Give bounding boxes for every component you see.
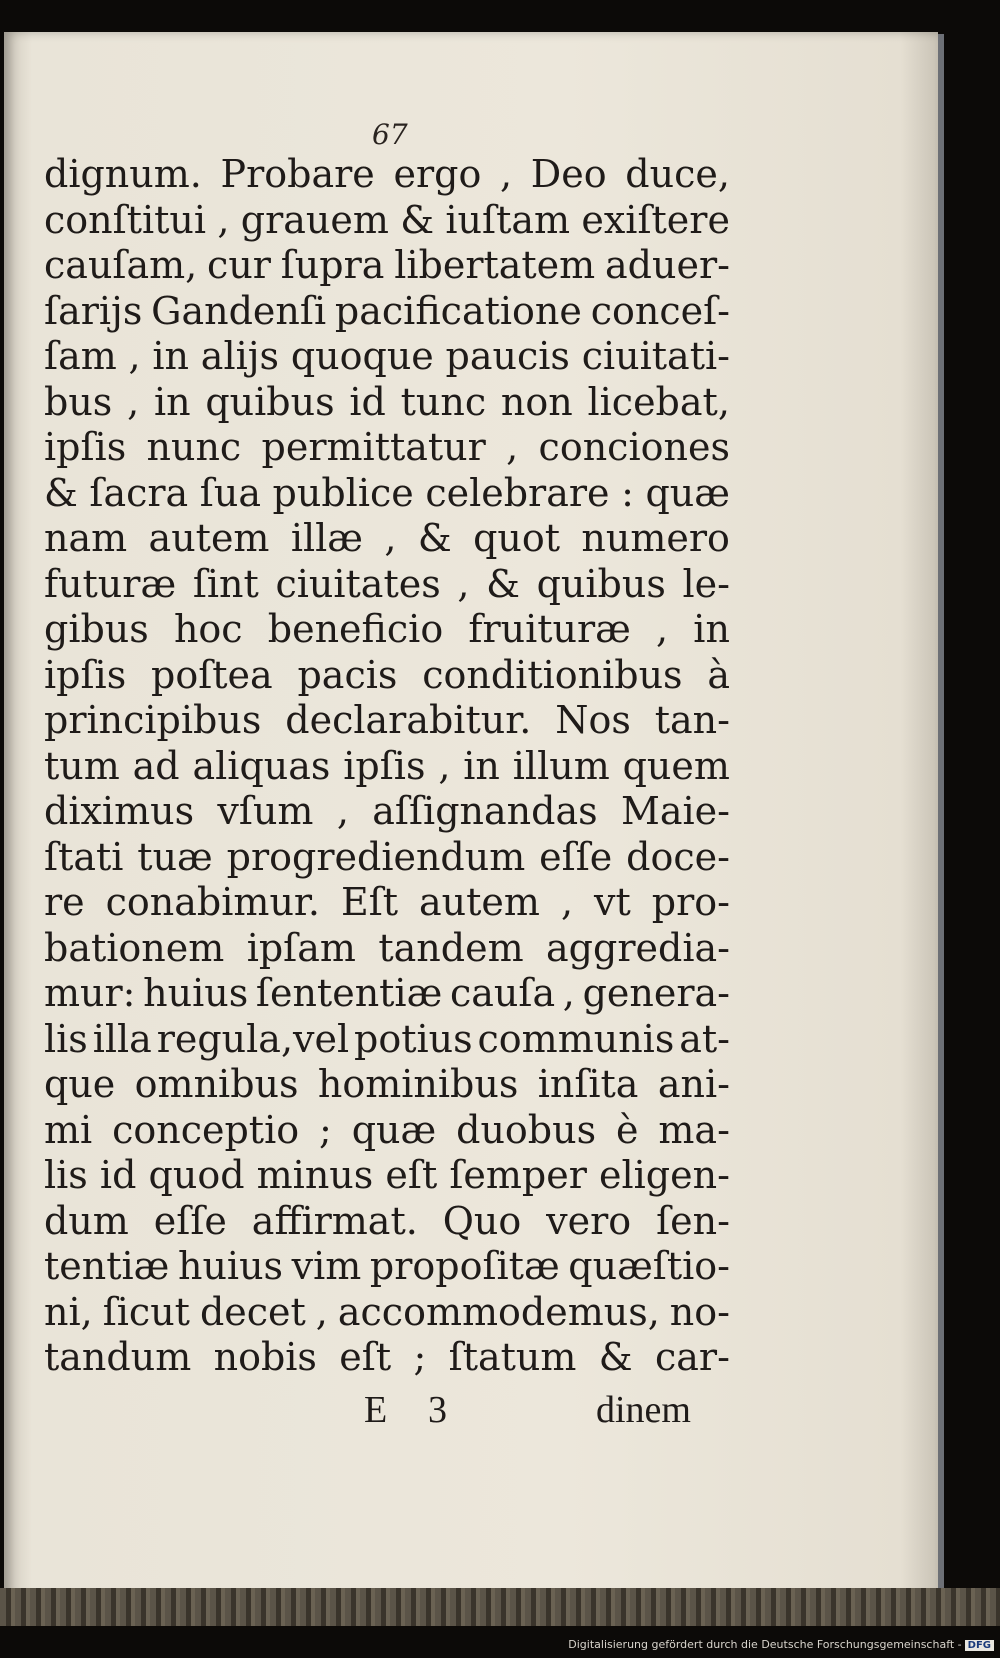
word: eligen- bbox=[599, 1153, 730, 1197]
word: bus bbox=[44, 379, 113, 424]
word: beneficio bbox=[267, 607, 444, 651]
word: principibus bbox=[44, 698, 262, 742]
word: que bbox=[44, 1062, 116, 1106]
word: : bbox=[621, 470, 634, 515]
word: & bbox=[598, 1335, 633, 1379]
credit-text: Digitalisierung gefördert durch die Deutsche Forschungsgemeinschaft - bbox=[568, 1638, 962, 1651]
word: quod bbox=[148, 1153, 245, 1197]
word: Quo bbox=[442, 1198, 522, 1243]
word: & bbox=[486, 561, 520, 606]
word: tentiæ bbox=[44, 1244, 170, 1288]
word: publice bbox=[272, 470, 414, 515]
word: non bbox=[500, 379, 573, 424]
word: ipſis bbox=[44, 425, 127, 469]
word: licebat, bbox=[587, 379, 730, 424]
word: in bbox=[693, 607, 730, 651]
word: conceſ- bbox=[590, 288, 730, 333]
word: ipſam bbox=[246, 925, 356, 970]
text-line bbox=[44, 1199, 730, 1245]
word: & bbox=[417, 516, 452, 560]
word: ergo bbox=[393, 152, 482, 196]
signature-number: 3 bbox=[428, 1389, 447, 1431]
word: eſſe bbox=[153, 1198, 227, 1243]
word: ſen- bbox=[656, 1198, 730, 1243]
word: mi bbox=[44, 1107, 93, 1152]
word: progrediendum bbox=[226, 834, 526, 879]
word: in bbox=[152, 334, 190, 378]
digitization-credit bbox=[568, 1638, 994, 1651]
word: iuſtam bbox=[445, 197, 571, 242]
word: ; bbox=[319, 1107, 332, 1152]
text-line bbox=[44, 1062, 730, 1108]
text-line bbox=[44, 698, 730, 744]
word: autem bbox=[148, 516, 270, 560]
text-line bbox=[44, 198, 730, 244]
word: ſicut bbox=[102, 1289, 190, 1334]
signature-mark: E bbox=[364, 1389, 388, 1431]
text-line bbox=[44, 789, 730, 835]
word: id bbox=[349, 379, 386, 424]
word: eſt bbox=[385, 1153, 438, 1197]
word: ipſis bbox=[44, 652, 127, 697]
word: quæ bbox=[351, 1107, 437, 1152]
word: pro- bbox=[651, 880, 730, 924]
text-line bbox=[44, 880, 730, 926]
page-fore-edge bbox=[938, 34, 944, 1608]
word: quæſtio- bbox=[568, 1244, 730, 1288]
text-line bbox=[44, 334, 730, 380]
word: illæ bbox=[290, 516, 364, 560]
word: lis bbox=[44, 1153, 88, 1197]
text-line bbox=[44, 380, 730, 426]
book-bottom-edge bbox=[0, 1588, 1000, 1626]
text-line bbox=[44, 1244, 730, 1290]
word: conceptio bbox=[112, 1107, 300, 1152]
word: propoſitæ bbox=[369, 1244, 560, 1288]
text-line bbox=[44, 516, 730, 562]
word: tum bbox=[44, 743, 120, 788]
word: , bbox=[560, 880, 574, 924]
word: aliquas bbox=[192, 743, 331, 788]
word: in bbox=[463, 743, 500, 788]
word: celebrare bbox=[425, 470, 610, 515]
word: vero bbox=[546, 1198, 632, 1243]
word: ani- bbox=[657, 1062, 730, 1106]
word: accommodemus, bbox=[337, 1289, 660, 1334]
text-line bbox=[44, 653, 730, 699]
word: cauſam, bbox=[44, 243, 198, 287]
word: Maie- bbox=[620, 789, 730, 833]
word: Gandenſi bbox=[151, 288, 327, 333]
word: Eſt bbox=[340, 880, 399, 924]
text-line bbox=[44, 607, 730, 653]
word: inſita bbox=[537, 1062, 639, 1106]
word: duobus bbox=[456, 1107, 597, 1152]
word: & bbox=[44, 470, 78, 515]
word: quibus bbox=[536, 561, 666, 606]
word: , bbox=[562, 971, 575, 1015]
word: hominibus bbox=[317, 1062, 519, 1106]
word: illa bbox=[92, 1016, 152, 1061]
text-line bbox=[44, 425, 730, 471]
word: potius bbox=[354, 1016, 473, 1061]
word: nobis bbox=[213, 1335, 317, 1379]
word: ſua bbox=[199, 470, 261, 515]
word: communis bbox=[477, 1016, 675, 1061]
word: tandum bbox=[44, 1335, 192, 1379]
word: ad bbox=[132, 743, 180, 788]
word: ; bbox=[413, 1335, 427, 1379]
word: aſſignandas bbox=[372, 789, 598, 833]
word: , bbox=[315, 1289, 328, 1334]
word: è bbox=[616, 1107, 639, 1152]
word: , bbox=[656, 607, 669, 651]
word: & bbox=[400, 197, 435, 242]
word: quæ bbox=[645, 470, 730, 515]
word: regula,vel bbox=[156, 1016, 350, 1061]
word: doce- bbox=[626, 834, 730, 879]
word: affirmat. bbox=[251, 1198, 418, 1243]
word: at- bbox=[679, 1016, 730, 1061]
word: quot bbox=[473, 516, 561, 560]
word: tan- bbox=[654, 698, 730, 742]
word: , bbox=[506, 425, 519, 469]
word: no- bbox=[669, 1289, 730, 1334]
word: ipſis bbox=[343, 743, 426, 788]
text-line bbox=[44, 1108, 730, 1154]
page-number: 67 bbox=[372, 118, 408, 151]
word: aduer- bbox=[605, 243, 730, 287]
word: illum bbox=[512, 743, 610, 788]
word: aggredia- bbox=[546, 925, 730, 970]
word: exiſtere bbox=[581, 197, 730, 242]
word: , bbox=[336, 789, 349, 833]
word: huius bbox=[143, 971, 249, 1015]
word: bationem bbox=[44, 925, 225, 970]
text-line bbox=[44, 243, 730, 289]
word: mur: bbox=[44, 971, 136, 1015]
word: numero bbox=[581, 516, 730, 560]
word: diximus bbox=[44, 789, 195, 833]
word: ſam bbox=[44, 334, 117, 378]
word: gibus bbox=[44, 607, 149, 651]
word: car- bbox=[654, 1335, 730, 1379]
word: id bbox=[99, 1153, 137, 1197]
word: grauem bbox=[240, 197, 389, 242]
word: , bbox=[128, 334, 141, 378]
word: ſacra bbox=[89, 470, 189, 515]
word: , bbox=[457, 561, 470, 606]
word: huius bbox=[177, 1244, 284, 1288]
word: ſarijs bbox=[44, 288, 143, 333]
word: ciuitati- bbox=[581, 334, 730, 378]
word: ſemper bbox=[449, 1153, 587, 1197]
word: vim bbox=[291, 1244, 362, 1288]
word: ma- bbox=[658, 1107, 730, 1152]
word: le- bbox=[682, 561, 730, 606]
word: hoc bbox=[173, 607, 243, 651]
text-line bbox=[44, 562, 730, 608]
word: omnibus bbox=[134, 1062, 299, 1106]
word: pacis bbox=[297, 652, 398, 697]
word: dum bbox=[44, 1198, 129, 1243]
word: in bbox=[153, 379, 191, 424]
word: pacificatione bbox=[334, 288, 582, 333]
word: fruituræ bbox=[468, 607, 631, 651]
word: Nos bbox=[555, 698, 631, 742]
word: cur bbox=[207, 243, 271, 287]
text-line bbox=[44, 1153, 730, 1199]
text-line bbox=[44, 1017, 730, 1063]
text-line bbox=[44, 926, 730, 972]
text-line bbox=[44, 152, 730, 198]
word: libertatem bbox=[394, 243, 596, 287]
word: quoque bbox=[290, 334, 434, 378]
word: nunc bbox=[146, 425, 242, 469]
word: lis bbox=[44, 1016, 88, 1061]
word: tandem bbox=[378, 925, 524, 970]
word: , bbox=[384, 516, 397, 560]
text-line bbox=[44, 835, 730, 881]
word: dignum. bbox=[44, 152, 202, 196]
text-line bbox=[44, 1335, 730, 1381]
catchword: dinem bbox=[596, 1389, 691, 1431]
word: paucis bbox=[445, 334, 570, 378]
word: conabimur. bbox=[105, 880, 320, 924]
word: ni, bbox=[44, 1289, 93, 1334]
text-line bbox=[44, 471, 730, 517]
word: à bbox=[707, 652, 730, 697]
word: conditionibus bbox=[422, 652, 683, 697]
word: quibus bbox=[205, 379, 335, 424]
dfg-logo: DFG bbox=[965, 1640, 994, 1651]
word: minus bbox=[256, 1153, 374, 1197]
word: futuræ bbox=[44, 561, 177, 606]
word: ſententiæ bbox=[255, 971, 443, 1015]
word: , bbox=[500, 152, 513, 196]
word: quem bbox=[622, 743, 730, 788]
word: declarabitur. bbox=[285, 698, 532, 742]
word: tuæ bbox=[137, 834, 213, 879]
word: alijs bbox=[200, 334, 280, 378]
word: cauſa bbox=[449, 971, 556, 1015]
word: tunc bbox=[400, 379, 487, 424]
word: re bbox=[44, 880, 85, 924]
word: genera- bbox=[582, 971, 730, 1015]
word: ſint bbox=[192, 561, 259, 606]
word: Deo bbox=[530, 152, 607, 196]
word: autem bbox=[419, 880, 540, 924]
word: nam bbox=[44, 516, 128, 560]
word: , bbox=[217, 197, 230, 242]
word: ſtati bbox=[44, 834, 124, 879]
word: eſſe bbox=[539, 834, 613, 879]
word: decet bbox=[199, 1289, 306, 1334]
text-line bbox=[44, 289, 730, 335]
word: poſtea bbox=[151, 652, 273, 697]
text-line bbox=[44, 744, 730, 790]
word: permittatur bbox=[261, 425, 486, 469]
body-text bbox=[44, 152, 730, 1381]
word: ſtatum bbox=[448, 1335, 577, 1379]
text-line bbox=[44, 971, 730, 1017]
word: , bbox=[438, 743, 451, 788]
word: Probare bbox=[220, 152, 375, 196]
word: vſum bbox=[217, 789, 314, 833]
word: conciones bbox=[538, 425, 730, 469]
word: vt bbox=[594, 880, 631, 924]
word: eſt bbox=[339, 1335, 392, 1379]
word: ſupra bbox=[280, 243, 385, 287]
text-line bbox=[44, 1290, 730, 1336]
word: duce, bbox=[625, 152, 730, 196]
word: ciuitates bbox=[275, 561, 441, 606]
word: conſtitui bbox=[44, 197, 207, 242]
word: , bbox=[127, 379, 140, 424]
